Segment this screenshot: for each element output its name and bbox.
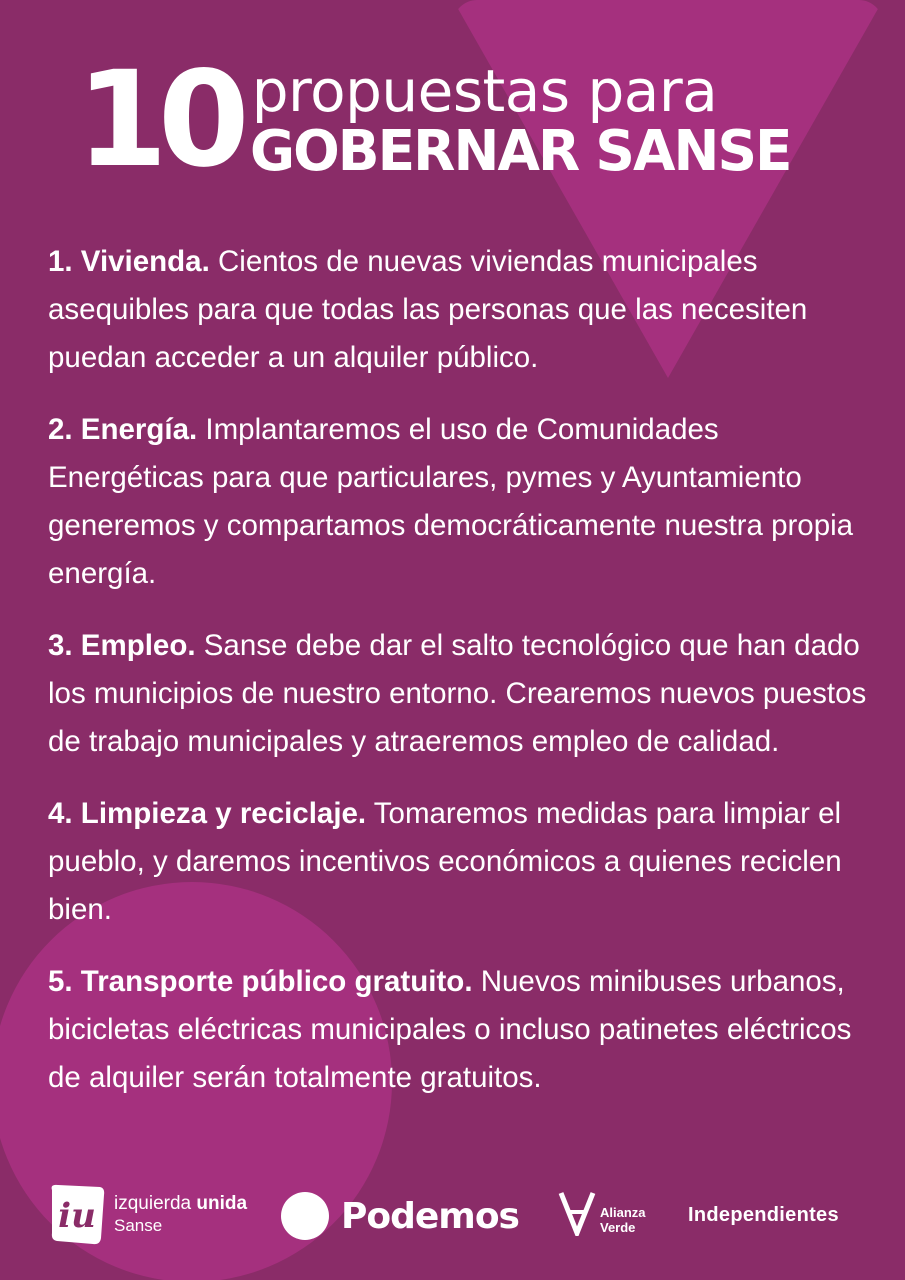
podemos-logo <box>281 1192 519 1240</box>
party-logos <box>48 1182 868 1252</box>
alianza-verde-text <box>600 1205 646 1235</box>
proposal-item <box>48 622 868 766</box>
title-line-2: GOBERNAR SANSE <box>249 119 791 184</box>
poster-title <box>76 43 801 197</box>
proposal-heading: 4. Limpieza y reciclaje. <box>48 797 367 830</box>
proposal-heading: 3. Empleo. <box>48 629 196 662</box>
alianza-line-2: Verde <box>600 1220 636 1235</box>
proposal-list <box>48 238 868 1126</box>
proposal-heading: 5. Transporte público gratuito. <box>48 965 473 998</box>
alianza-verde-icon <box>558 1190 596 1236</box>
svg-text:iu: iu <box>58 1196 96 1236</box>
proposal-text: Sanse debe dar el salto tecnológico que han dado los municipios de nuestro entorno. Crearemos nuevos puestos de trabajo municipales y atraeremos empleo de calidad. <box>48 629 867 758</box>
iu-name-regular: izquierda <box>114 1193 197 1214</box>
title-line-1: propuestas para <box>251 57 718 125</box>
iu-logo-text <box>114 1193 247 1237</box>
proposal-text: Tomaremos medidas para limpiar el pueblo, y daremos incentivos económicos a quienes reciclen bien. <box>48 797 842 926</box>
proposal-item <box>48 406 868 598</box>
title-lines <box>249 56 802 184</box>
podemos-name: Podemos <box>341 1195 519 1237</box>
proposal-item <box>48 790 868 934</box>
iu-logo <box>48 1182 247 1248</box>
iu-subtitle: Sanse <box>114 1216 163 1235</box>
proposal-heading: 1. Vivienda. <box>48 245 210 278</box>
independientes-logo: Independientes <box>688 1204 839 1226</box>
iu-name-bold: unida <box>196 1193 248 1214</box>
proposal-text: Implantaremos el uso de Comunidades Energéticas para que particulares, pymes y Ayuntamiento generemos y compartamos democráticamente nuestra propia energía. <box>48 413 854 590</box>
iu-name <box>114 1193 247 1215</box>
alianza-verde-logo <box>558 1190 646 1236</box>
proposal-text: Nuevos minibuses urbanos, bicicletas eléctricas municipales o incluso patinetes eléctricos de alquiler serán totalmente gratuitos. <box>48 965 852 1094</box>
alianza-line-1: Alianza <box>600 1205 646 1220</box>
proposal-item <box>48 958 868 1102</box>
proposal-heading: 2. Energía. <box>48 413 198 446</box>
podemos-circle-icon <box>281 1192 329 1240</box>
iu-logo-icon <box>48 1182 106 1248</box>
proposal-item <box>48 238 868 382</box>
title-number: 10 <box>76 43 240 197</box>
proposal-text: Cientos de nuevas viviendas municipales asequibles para que todas las personas que las necesiten puedan acceder a un alquiler público. <box>48 245 808 374</box>
